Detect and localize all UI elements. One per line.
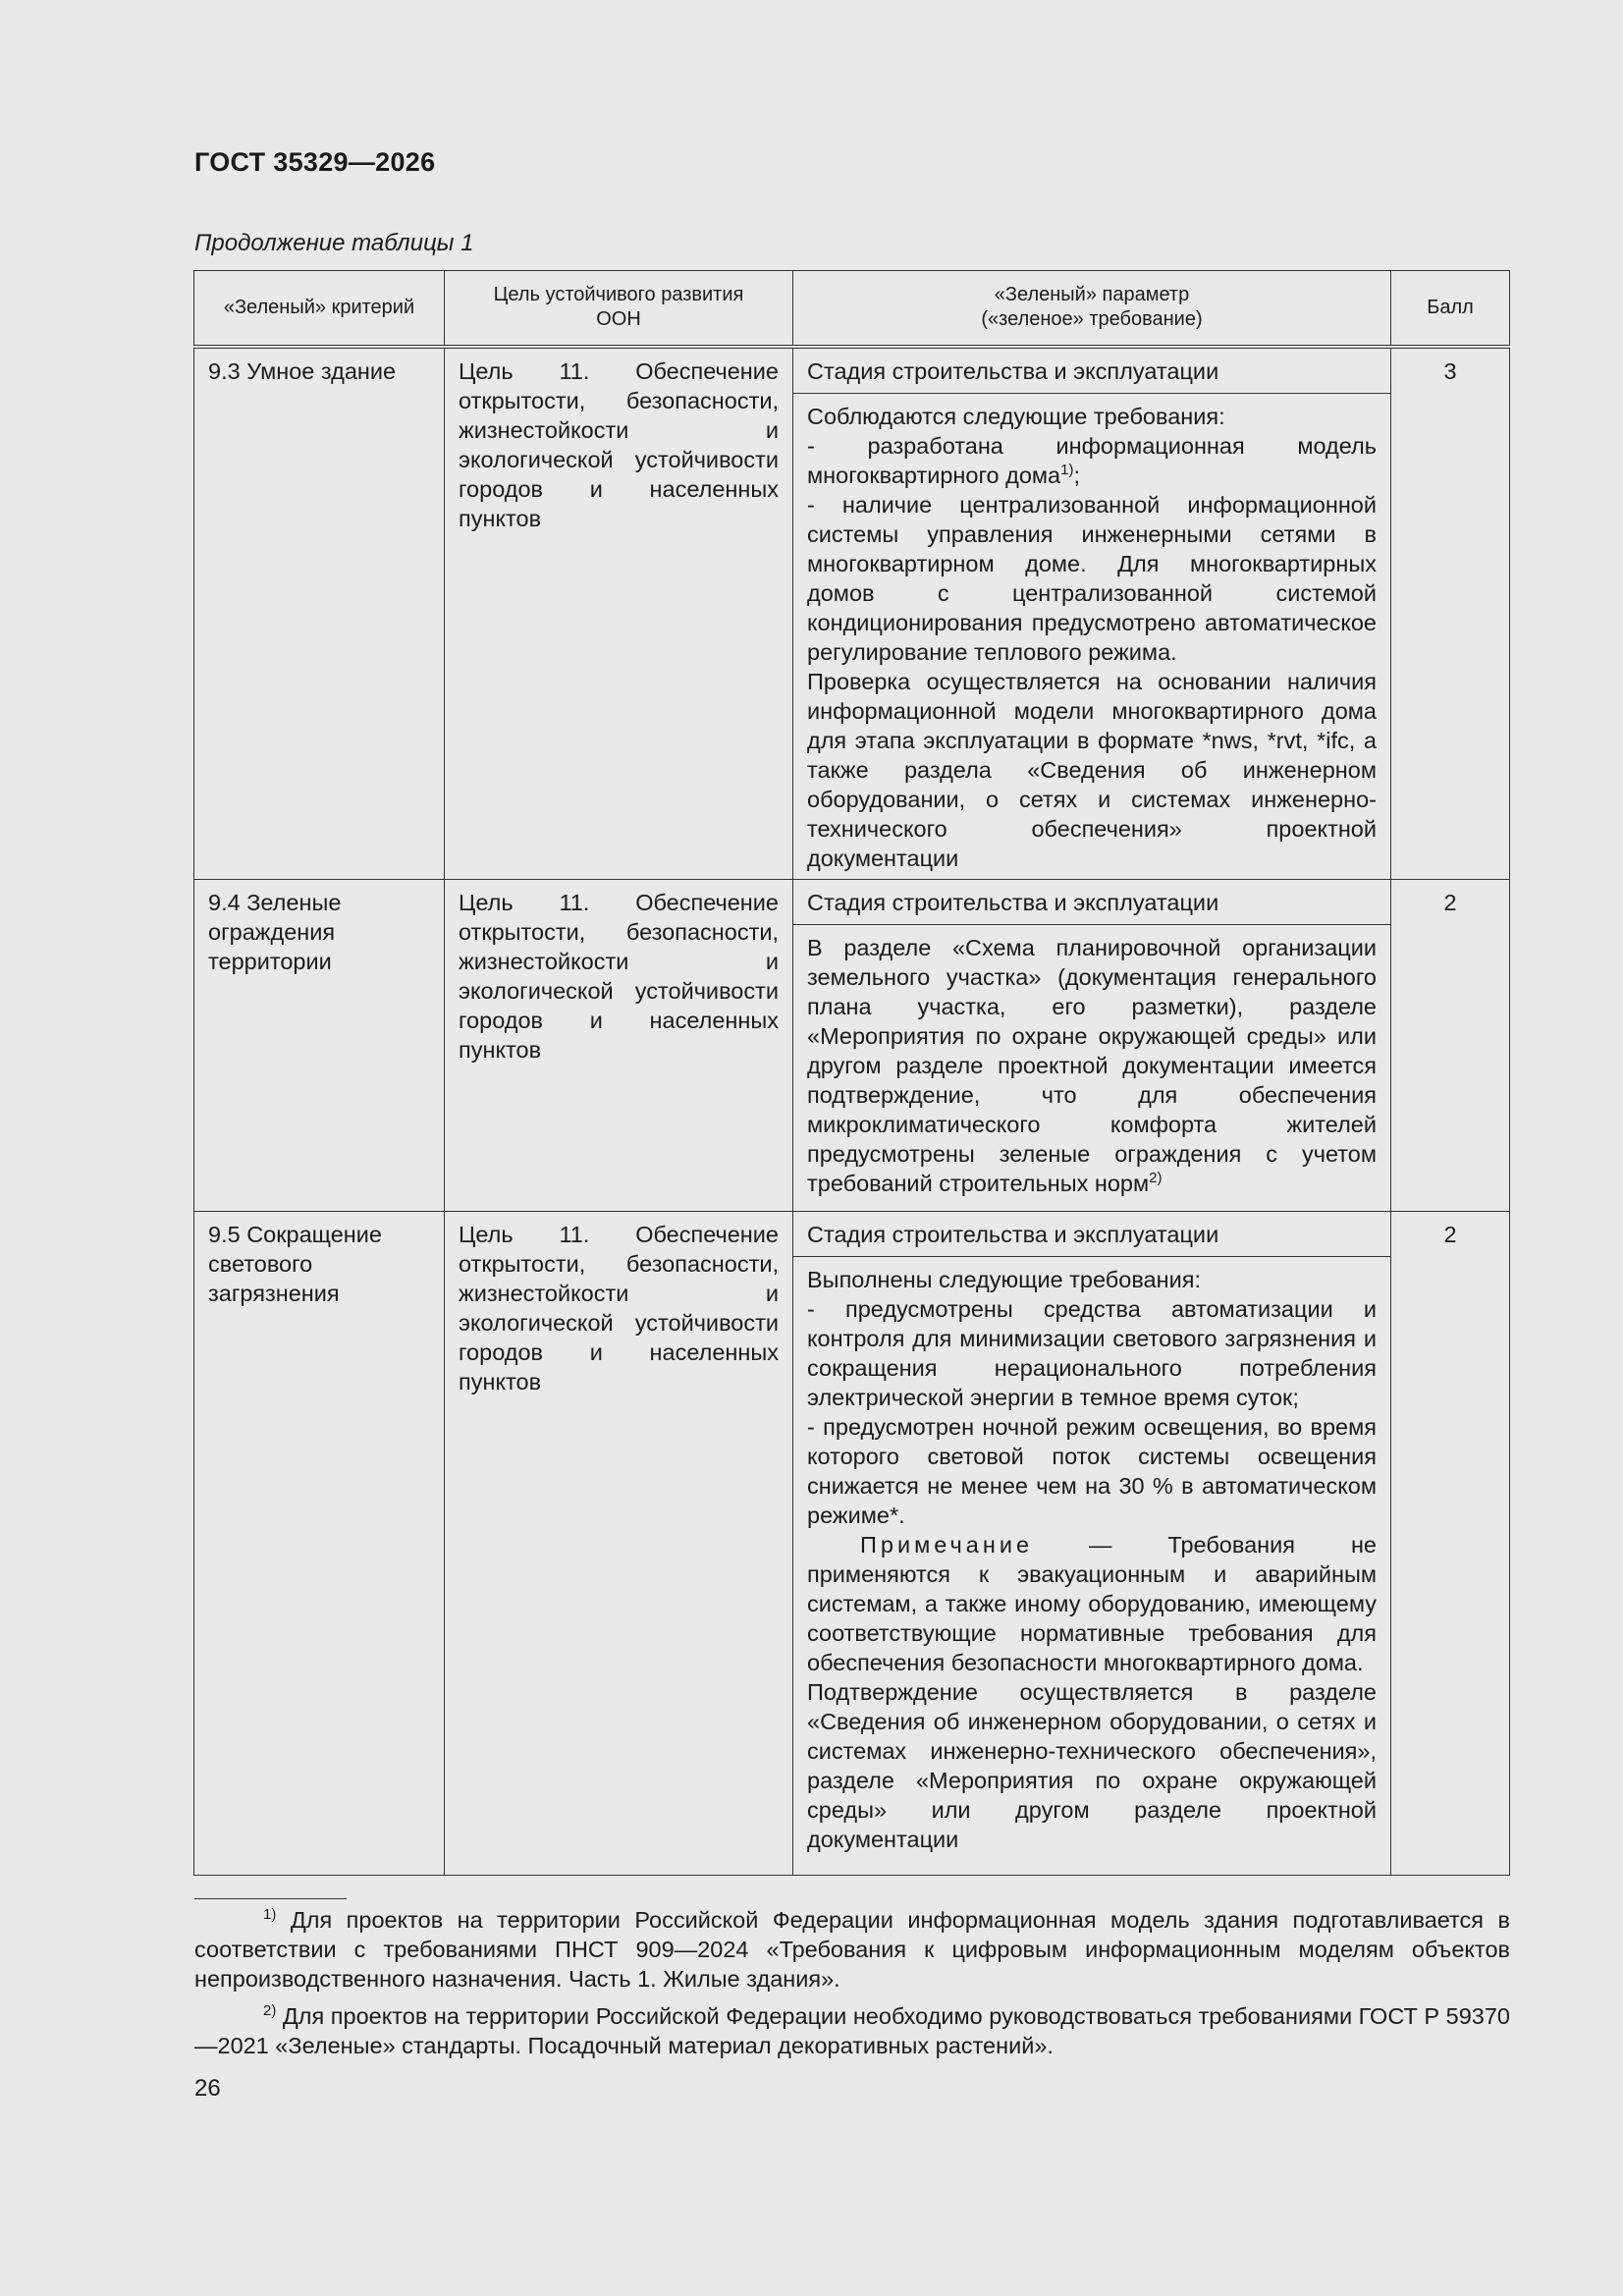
footnote-divider: [194, 1898, 347, 1899]
footnote-mark: 2): [263, 2002, 277, 2020]
goal-cell: Цель 11. Обеспечение открытости, безопасности, жизнестойкости и экологической устойчивости городов и населенных пунктов: [445, 1211, 793, 1875]
requirement-item: [807, 431, 1377, 490]
item-end: ;: [1073, 462, 1080, 488]
parameter-cell: [793, 347, 1391, 880]
score-cell: 2: [1391, 1211, 1510, 1875]
parameter-text: [793, 925, 1390, 1204]
header-goal-line2: ООН: [596, 308, 641, 331]
note-text: — Требования не применяются к эвакуационным и аварийным системам, а также иному оборудованию, имеющему соответствующие нормативные требования для обеспечения безопасности многоквартирного дома.: [807, 1531, 1377, 1675]
score-cell: 2: [1391, 879, 1510, 1211]
note-label: Примечание: [860, 1531, 1034, 1558]
footnotes: [194, 1905, 1510, 2068]
requirement-item: - наличие централизованной информационной системы управления инженерными сетями в многоквартирном доме. Для многоквартирных домов с централизованной системой кондиционирования предусмотрено автоматическое регулирование теплового режима.: [807, 491, 1377, 665]
parameter-text: [793, 1257, 1390, 1860]
header-goal: [445, 271, 793, 347]
footnote-ref: 1): [1060, 461, 1074, 478]
stage-label: Стадия строительства и эксплуатации: [793, 349, 1390, 394]
intro-text: Соблюдаются следующие требования:: [807, 403, 1225, 429]
goal-cell: Цель 11. Обеспечение открытости, безопасности, жизнестойкости и экологической устойчивости городов и населенных пунктов: [445, 347, 793, 880]
parameter-text: [793, 394, 1390, 879]
criterion-cell: 9.4 Зеленые ограждения территории: [194, 879, 445, 1211]
footnote-text: Для проектов на территории Российской Федерации информационная модель здания подготавливается в соответствии с требованиями ПНСТ 909—2024 «Требования к цифровым информационным моделям объектов непроизводственного назначения. Часть 1. Жилые здания».: [194, 1907, 1510, 1992]
requirement-text: В разделе «Схема планировочной организации земельного участка» (документация генерального плана участка, его разметки), разделе «Мероприятия по охране окружающей среды» или другом разделе проектной документации имеется подтверждение, что для обеспечения микроклиматического комфорта жителей предусмотрены зеленые ограждения с учетом требований строительных норм: [807, 934, 1377, 1196]
footnote-mark: 1): [263, 1906, 277, 1924]
score-cell: 3: [1391, 347, 1510, 880]
requirements-table: [193, 270, 1510, 1876]
note: [807, 1530, 1377, 1677]
confirm-text: Подтверждение осуществляется в разделе «Сведения об инженерном оборудовании, о сетях и системах инженерно-технического обеспечения», разделе «Мероприятия по охране окружающей среды» или другом разделе проектной документации: [807, 1678, 1377, 1852]
page-number: 26: [194, 2075, 221, 2102]
footnote-ref: 2): [1149, 1169, 1163, 1186]
parameter-cell: [793, 1211, 1391, 1875]
footnote-text: Для проектов на территории Российской Федерации необходимо руководствоваться требованиями ГОСТ Р 59370—2021 «Зеленые» стандарты. Посадочный материал декоративных растений».: [194, 2003, 1510, 2058]
header-param-line1: «Зеленый» параметр: [994, 284, 1190, 306]
footnote: [194, 2001, 1510, 2060]
requirement-item: - предусмотрены средства автоматизации и контроля для минимизации светового загрязнения и сокращения нерационального потребления электрической энергии в темное время суток;: [807, 1295, 1377, 1410]
table-row: [194, 347, 1510, 880]
header-param-line2: («зеленое» требование): [981, 308, 1203, 331]
header-goal-line1: Цель устойчивого развития: [493, 284, 744, 306]
parameter-cell: [793, 879, 1391, 1211]
footnote: [194, 1905, 1510, 1994]
table-header-row: [194, 271, 1510, 347]
criterion-cell: 9.5 Сокращение светового загрязнения: [194, 1211, 445, 1875]
table-row: [194, 879, 1510, 1211]
header-score: Балл: [1391, 271, 1510, 347]
requirement-item: - предусмотрен ночной режим освещения, во время которого световой поток системы освещения снижается не менее чем на 30 % в автоматическом режиме*.: [807, 1413, 1377, 1528]
header-criterion: «Зеленый» критерий: [194, 271, 445, 347]
stage-label: Стадия строительства и эксплуатации: [793, 1212, 1390, 1257]
item-text: - разработана информационная модель многоквартирного дома: [807, 432, 1377, 488]
check-text: Проверка осуществляется на основании наличия информационной модели многоквартирного дома для этапа эксплуатации в формате *nws, *rvt, *ifc, а также раздела «Сведения об инженерном оборудовании, о сетях и системах инженерно-технического обеспечения» проектной документации: [807, 668, 1377, 871]
intro-text: Выполнены следующие требования:: [807, 1266, 1201, 1292]
table-row: [194, 1211, 1510, 1875]
goal-cell: Цель 11. Обеспечение открытости, безопасности, жизнестойкости и экологической устойчивости городов и населенных пунктов: [445, 879, 793, 1211]
criterion-cell: 9.3 Умное здание: [194, 347, 445, 880]
header-parameter: [793, 271, 1391, 347]
table-caption: Продолжение таблицы 1: [194, 230, 474, 256]
document-header: ГОСТ 35329—2026: [194, 147, 436, 177]
stage-label: Стадия строительства и эксплуатации: [793, 880, 1390, 925]
